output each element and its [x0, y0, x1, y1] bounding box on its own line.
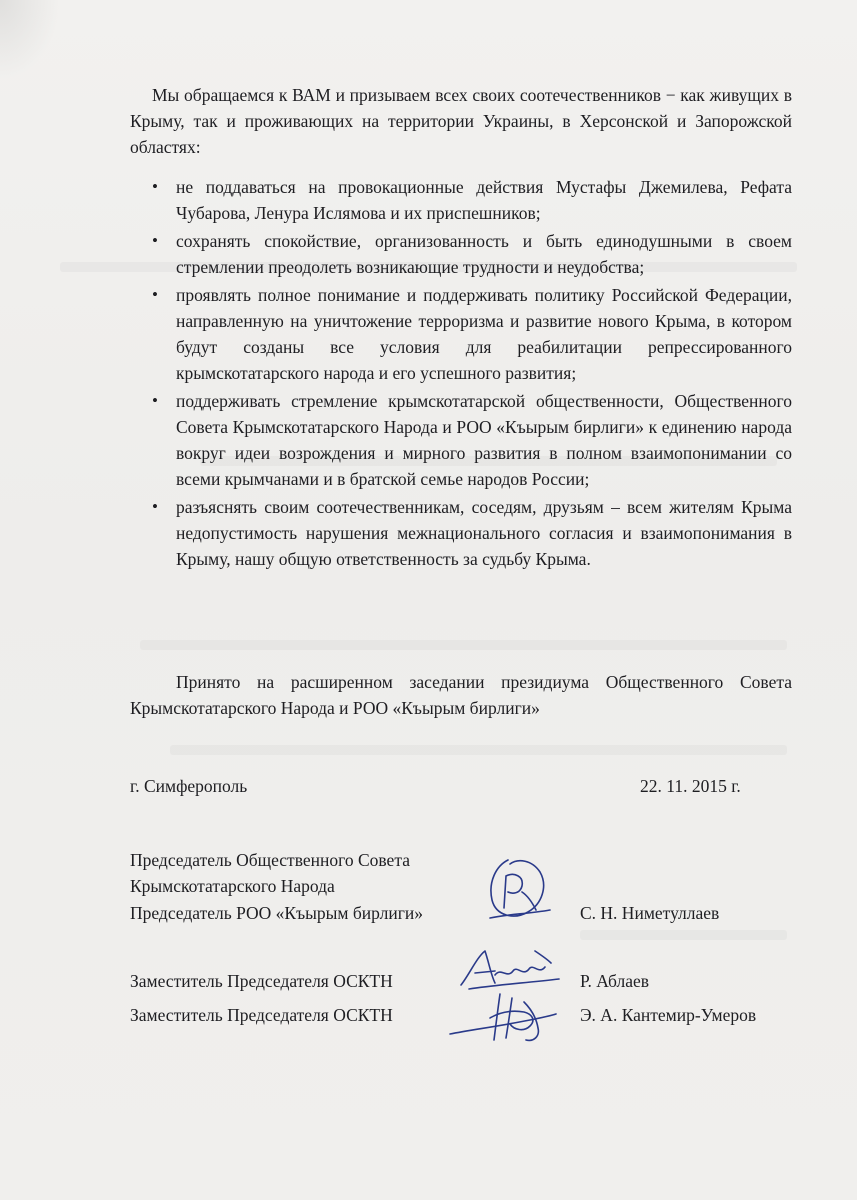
- signatory-name: С. Н. Ниметуллаев: [580, 903, 720, 923]
- list-item: • поддерживать стремление крымскотатарской общественности, Общественного Совета Крымскотатарского Народа и РОО «Къырым бирлиги» к единению народа вокруг идеи возрождения и мирного развития в полном взаимопонимании со всеми крымчанами и в братской семье народов России;: [130, 388, 792, 492]
- list-item: • проявлять полное понимание и поддерживать политику Российской Федерации, направленную на уничтожение терроризма и развитие нового Крыма, в котором будут созданы все условия для реабилитации репрессированного крымскотатарского народа и его успешного развития;: [130, 282, 792, 386]
- appeal-list: [130, 174, 792, 574]
- list-item: • разъяснять своим соотечественникам, соседям, друзьям – всем жителям Крыма недопустимость нарушения межнационального согласия и взаимопонимания в Крыму, нашу общую ответственность за судьбу Крыма.: [130, 494, 792, 572]
- signatory-position: Председатель Общественного Совета: [130, 850, 410, 870]
- bleed-through-line: [170, 745, 787, 755]
- adoption-note: Принято на расширенном заседании президиума Общественного Совета Крымскотатарского Народа и РОО «Къырым бирлиги»: [130, 672, 792, 718]
- city-label: г. Симферополь: [130, 776, 248, 796]
- intro-paragraph: Мы обращаемся к ВАМ и призываем всех своих соотечественников − как живущих в Крыму, так и проживающих на территории Украины, в Херсонской и Запорожской областях:: [130, 85, 792, 157]
- signatory-position: Заместитель Председателя ОСКТН: [130, 971, 393, 991]
- list-item: • сохранять спокойствие, организованность и быть единодушными в своем стремлении преодолеть возникающие трудности и неудобства;: [130, 228, 792, 280]
- list-item: • не поддаваться на провокационные действия Мустафы Джемилева, Рефата Чубарова, Ленура Ислямова и их приспешников;: [130, 174, 792, 226]
- signatory-position: Крымскотатарского Народа: [130, 876, 335, 896]
- signatory-position: Заместитель Председателя ОСКТН: [130, 1005, 393, 1025]
- bleed-through-line: [140, 640, 787, 650]
- signatory-name: Э. А. Кантемир-Умеров: [580, 1005, 757, 1025]
- signatory-position: Председатель РОО «Къырым бирлиги»: [130, 903, 424, 923]
- bleed-through-line: [580, 930, 787, 940]
- page-corner-shadow: [0, 0, 60, 80]
- signatory-name: Р. Аблаев: [580, 971, 650, 991]
- date-label: 22. 11. 2015 г.: [640, 776, 741, 796]
- signature-niemetullaev: [478, 852, 558, 927]
- signature-kantemir-umerov: [440, 988, 560, 1048]
